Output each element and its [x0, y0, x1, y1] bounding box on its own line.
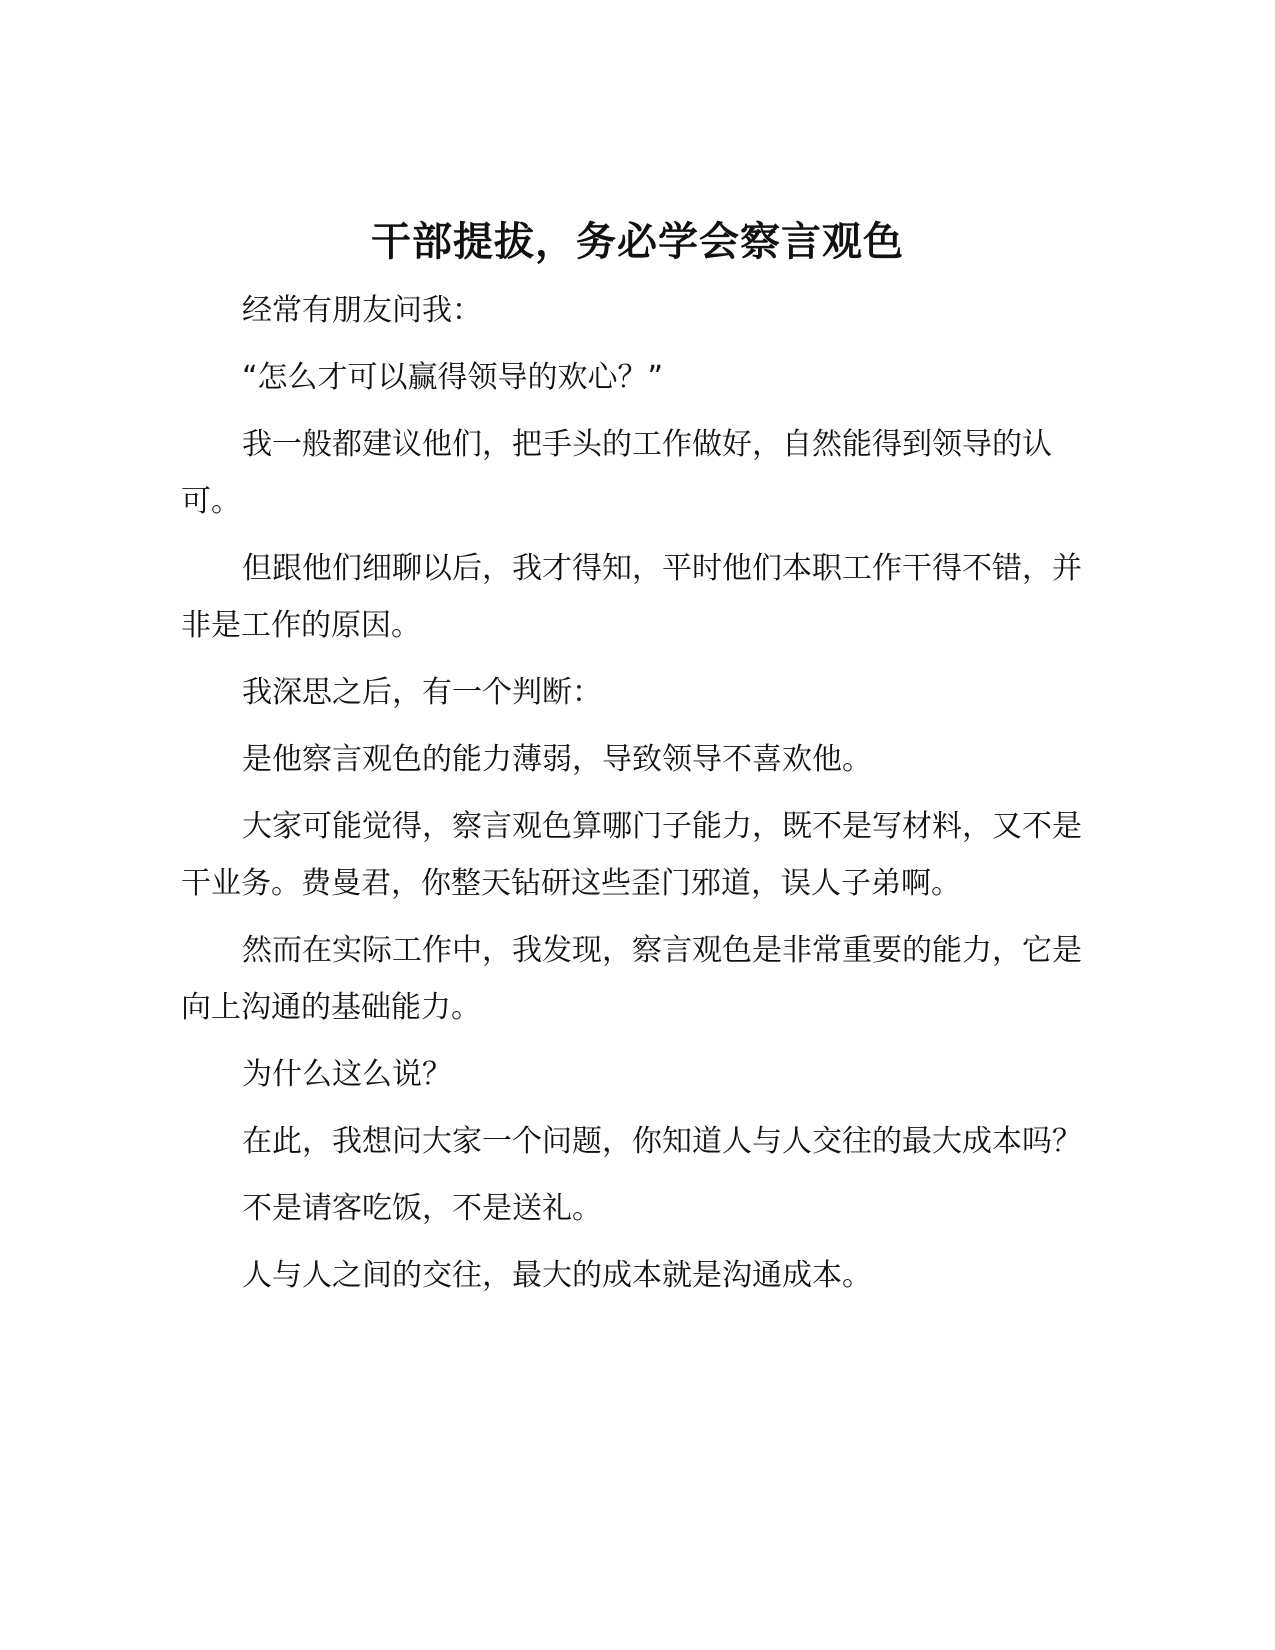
- paragraph-3: 我一般都建议他们，把手头的工作做好，自然能得到领导的认可。: [181, 427, 1052, 519]
- paragraph-9: 为什么这么说？: [242, 1057, 452, 1092]
- paragraph-11: 不是请客吃饭，不是送礼。: [242, 1191, 602, 1226]
- paragraph-12: 人与人之间的交往，最大的成本就是沟通成本。: [242, 1258, 872, 1293]
- paragraph-6: 是他察言观色的能力薄弱，导致领导不喜欢他。: [242, 742, 872, 777]
- paragraph-4: 但跟他们细聊以后，我才得知，平时他们本职工作干得不错，并非是工作的原因。: [181, 551, 1082, 643]
- paragraph-1: 经常有朋友问我：: [242, 293, 482, 328]
- paragraph-7: 大家可能觉得，察言观色算哪门子能力，既不是写材料，又不是干业务。费曼君，你整天钻研这些歪门邪道，误人子弟啊。: [181, 809, 1082, 901]
- paragraph-2: “怎么才可以赢得领导的欢心？”: [242, 360, 664, 395]
- paragraph-8: 然而在实际工作中，我发现，察言观色是非常重要的能力，它是向上沟通的基础能力。: [181, 933, 1082, 1025]
- paragraph-10: 在此，我想问大家一个问题，你知道人与人交往的最大成本吗？: [242, 1124, 1082, 1159]
- paragraph-5: 我深思之后，有一个判断：: [242, 675, 602, 710]
- document-body: [181, 282, 1091, 1314]
- document-title: 干部提拔，务必学会察言观色: [371, 219, 904, 265]
